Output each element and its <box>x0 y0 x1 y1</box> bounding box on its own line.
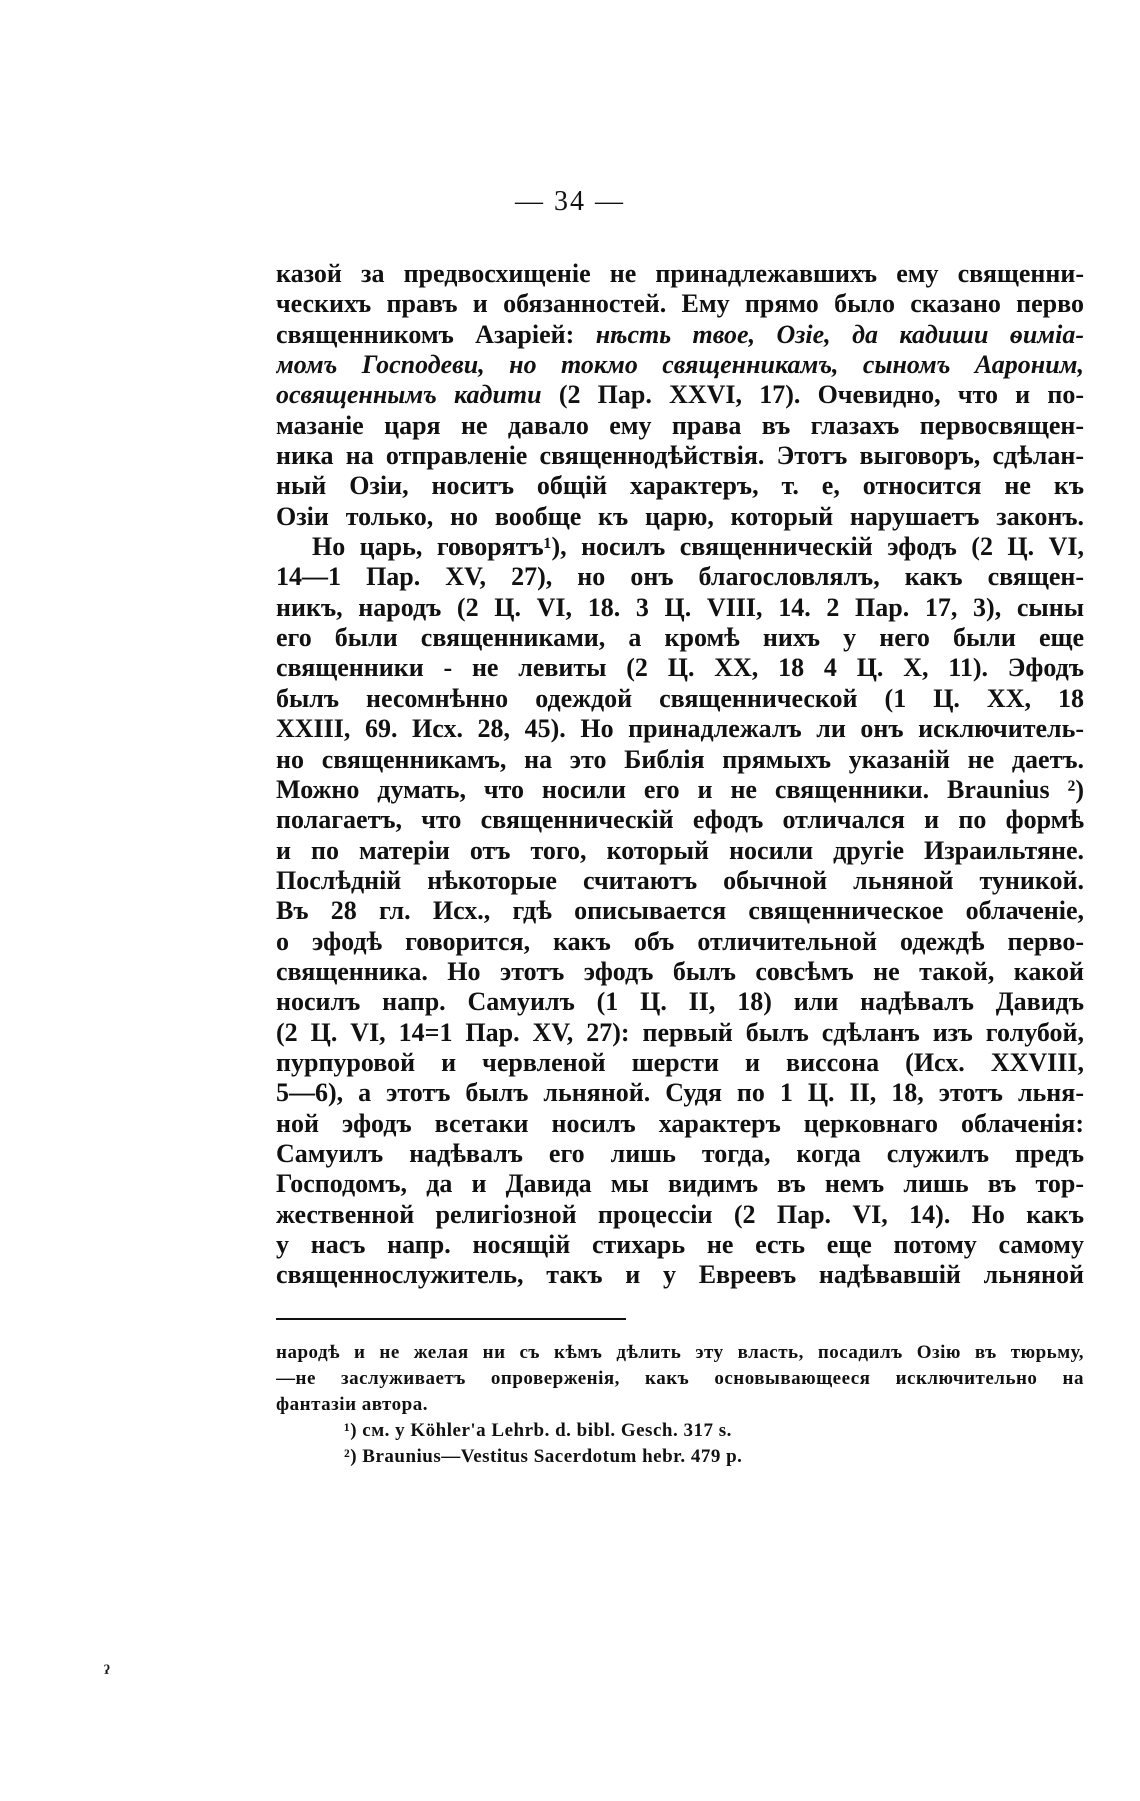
text-line <box>276 957 1084 987</box>
footnote-2: ²) Braunius—Vestitus Sacerdotum hebr. 479 p. <box>344 1446 743 1467</box>
text-line <box>276 805 1084 835</box>
italic-quote-segment: освященнымъ кадити <box>276 380 542 410</box>
text-segment: пурпуровой и червленой шерсти и виссона (Исх. XXVIII, <box>276 1047 1084 1077</box>
text-line <box>276 653 1084 683</box>
text-line <box>276 927 1084 957</box>
text-line <box>276 411 1084 441</box>
footnote-continuation-line: —не заслуживаетъ опроверженія, какъ основывающееся исключительно на <box>276 1368 1084 1389</box>
text-line <box>276 1200 1084 1230</box>
text-line <box>276 1109 1084 1139</box>
text-segment: 5—6), а этотъ былъ льняной. Судя по 1 Ц. II, 18, этотъ льня- <box>276 1078 1084 1108</box>
text-segment: священнослужитель, такъ и у Евреевъ надѣвавшій льняной <box>276 1260 1084 1290</box>
text-segment: и по матеріи отъ того, который носили другіе Израильтяне. <box>276 835 1084 865</box>
text-line <box>276 896 1084 926</box>
text-segment: у насъ напр. носящій стихарь не есть еще потому самому <box>276 1230 1084 1259</box>
text-line <box>276 502 1084 532</box>
text-line <box>276 441 1084 471</box>
text-line <box>276 1260 1084 1290</box>
text-line <box>276 684 1084 714</box>
text-segment: о эфодѣ говорится, какъ объ отличительной одеждѣ перво- <box>276 926 1084 956</box>
stray-ink-mark: ˀ <box>104 1660 110 1685</box>
text-segment: ческихъ правъ и обязанностей. Ему прямо было сказано перво <box>276 289 1084 319</box>
text-segment: ный Озіи, носитъ общій характеръ, т. е, относится не къ <box>276 471 1084 501</box>
text-segment: носилъ напр. Самуилъ (1 Ц. II, 18) или надѣвалъ Давидъ <box>276 987 1084 1017</box>
text-segment: (2 Пар. XXVI, 17). Очевидно, что и по- <box>541 380 1084 410</box>
text-line <box>276 380 1084 410</box>
text-line <box>276 289 1084 319</box>
footnote-continuation-line: народѣ и не желая ни съ кѣмъ дѣлить эту власть, посадилъ Озію въ тюрьму, <box>276 1342 1084 1363</box>
text-segment: Озіи только, но вообще къ царю, который нарушаетъ законъ. <box>276 501 1084 531</box>
text-segment: мазаніе царя не давало ему права въ глазахъ первосвящен- <box>276 410 1084 440</box>
text-line <box>276 714 1084 744</box>
italic-quote-segment: нѣсть твое, Озіе, да кадиши ѳиміа- <box>595 319 1084 349</box>
text-segment: ника на отправленіе священнодѣйствія. Этотъ выговоръ, сдѣлан- <box>276 441 1084 471</box>
text-segment: казой за предвосхищеніе не принадлежавшихъ ему священни- <box>276 259 1084 288</box>
text-segment: никъ, народъ (2 Ц. VI, 18. 3 Ц. VIII, 14. 2 Пар. 17, 3), сыны <box>276 592 1084 622</box>
text-segment: былъ несомнѣнно одеждой священнической (1 Ц. XX, 18 <box>276 683 1084 713</box>
italic-quote-segment: момъ Господеви, но токмо священникамъ, сыномъ Аароним, <box>276 350 1084 380</box>
text-segment: полагаетъ, что священническій ефодъ отличался и по формѣ <box>276 805 1084 835</box>
text-segment: священника. Но этотъ эфодъ былъ совсѣмъ не такой, какой <box>276 956 1084 986</box>
text-line <box>276 593 1084 623</box>
text-line <box>276 259 1084 289</box>
footnote-continuation-line: фантазіи автора. <box>276 1394 428 1415</box>
text-segment: Въ 28 гл. Исх., гдѣ описывается священническое облаченіе, <box>276 896 1084 926</box>
text-segment: Можно думать, что носили его и не священники. Braunius ²) <box>276 774 1084 804</box>
text-line <box>276 1078 1084 1108</box>
text-line <box>276 532 1084 562</box>
text-line <box>276 471 1084 501</box>
text-segment: но священникамъ, на это Библія прямыхъ указаній не даетъ. <box>276 744 1084 774</box>
text-segment: священникомъ Азаріей: <box>276 319 596 349</box>
text-segment: Самуилъ надѣвалъ его лишь тогда, когда служилъ предъ <box>276 1138 1084 1168</box>
page-number: — 34 — <box>515 186 625 217</box>
footnote-divider <box>276 1318 626 1320</box>
text-line <box>276 836 1084 866</box>
text-line <box>276 866 1084 896</box>
text-line <box>276 745 1084 775</box>
text-line <box>276 775 1084 805</box>
text-line <box>276 1018 1084 1048</box>
text-segment: Господомъ, да и Давида мы видимъ въ немъ лишь въ тор- <box>276 1169 1084 1199</box>
text-line <box>276 1169 1084 1199</box>
text-line <box>276 1139 1084 1169</box>
main-text <box>276 259 1084 1291</box>
text-segment: ной эфодъ всетаки носилъ характеръ церковнаго облаченія: <box>276 1108 1084 1138</box>
text-line <box>276 987 1084 1017</box>
text-line <box>276 562 1084 592</box>
text-segment: XXIII, 69. Исх. 28, 45). Но принадлежалъ ли онъ исключитель- <box>276 714 1084 744</box>
text-segment: 14—1 Пар. XV, 27), но онъ благословлялъ, какъ священ- <box>276 562 1084 592</box>
text-line <box>276 623 1084 653</box>
text-segment: его были священниками, а кромѣ нихъ у него были еще <box>276 623 1084 653</box>
text-segment: (2 Ц. VI, 14=1 Пар. XV, 27): первый былъ сдѣланъ изъ голубой, <box>276 1017 1084 1047</box>
text-segment: Послѣдній нѣкоторые считаютъ обычной льняной туникой. <box>276 865 1084 895</box>
text-line <box>276 1230 1084 1260</box>
text-line <box>276 320 1084 350</box>
text-line <box>276 350 1084 380</box>
text-segment: Но царь, говорятъ¹), носилъ священническій эфодъ (2 Ц. VI, <box>312 532 1084 562</box>
text-line <box>276 1048 1084 1078</box>
footnotes <box>276 1340 1084 1470</box>
footnote-1: ¹) см. у Köhler'a Lehrb. d. bibl. Gesch. 317 s. <box>344 1420 732 1441</box>
text-segment: священники - не левиты (2 Ц. XX, 18 4 Ц. X, 11). Эфодъ <box>276 653 1084 683</box>
text-segment: жественной религіозной процессіи (2 Пар. VI, 14). Но какъ <box>276 1199 1084 1229</box>
